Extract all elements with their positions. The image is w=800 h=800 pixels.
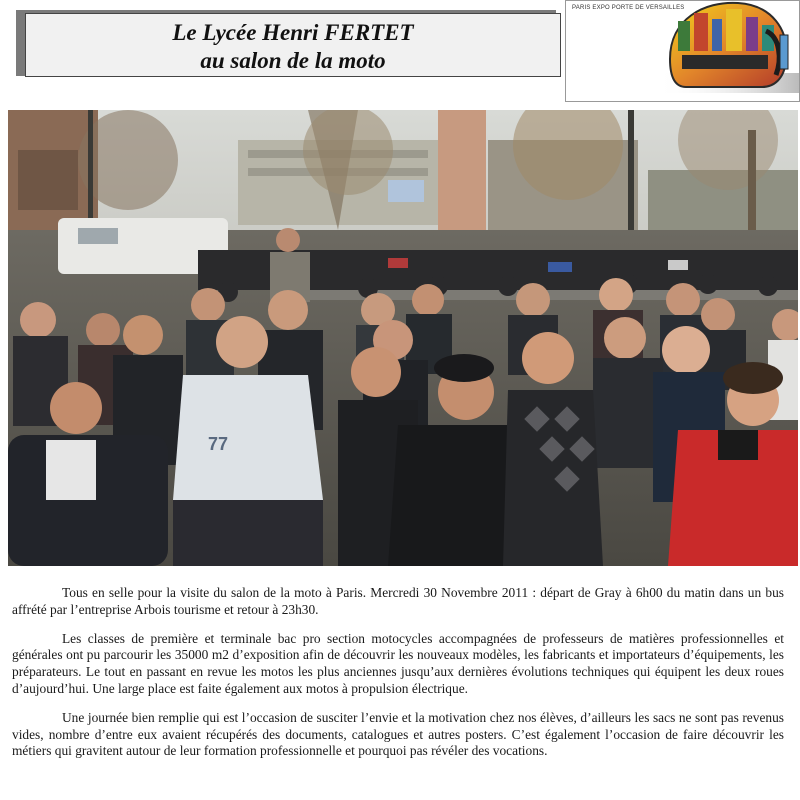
page-subtitle: au salon de la moto — [200, 48, 386, 73]
article-paragraph: Une journée bien remplie qui est l’occasion de susciter l’envie et la motivation chez nos élèves, d’ailleurs les sacs ne sont pas revenus vides, nombre d’entre eux avaient récupérés des documents, catalogues et autres posters. C’est également l’occasion de faire découvrir les métiers qui gravitent autour de leur formation professionnelle et pourquoi pas révéler des vocations. — [12, 709, 784, 759]
article-paragraph: Les classes de première et terminale bac pro section motocycles accompagnées de professeurs de matières professionnelles et générales ont pu parcourir les 35000 m2 d’exposition afin de découvrir les nouveaux modèles, les fabricants et importateurs d’équipements, les préparateurs. Le tout en passant en revue les motos les plus anciennes jusqu’aux dernières évolutions techniques qui équipent les deux roues d’aujourd’hui. Une large place est faite également aux motos à propulsion électrique. — [12, 630, 784, 696]
poster-caption: PARIS EXPO PORTE DE VERSAILLES — [572, 5, 685, 11]
title-shadow — [16, 10, 556, 76]
article-paragraph: Tous en selle pour la visite du salon de la moto à Paris. Mercredi 30 Novembre 2011 : départ de Gray à 6h00 du matin dans un bus affrété par l’entreprise Arbois tourisme et retour à 23h30. — [12, 585, 784, 617]
salon-poster-thumbnail — [565, 0, 800, 102]
article-body — [12, 585, 784, 772]
title-box — [25, 13, 561, 77]
page-title: Le Lycée Henri FERTET — [172, 20, 414, 45]
group-photo-students — [8, 110, 798, 566]
group-photo — [8, 110, 798, 566]
svg-text:77: 77 — [208, 434, 229, 454]
motorcycle-helmet-illustration — [566, 1, 799, 101]
